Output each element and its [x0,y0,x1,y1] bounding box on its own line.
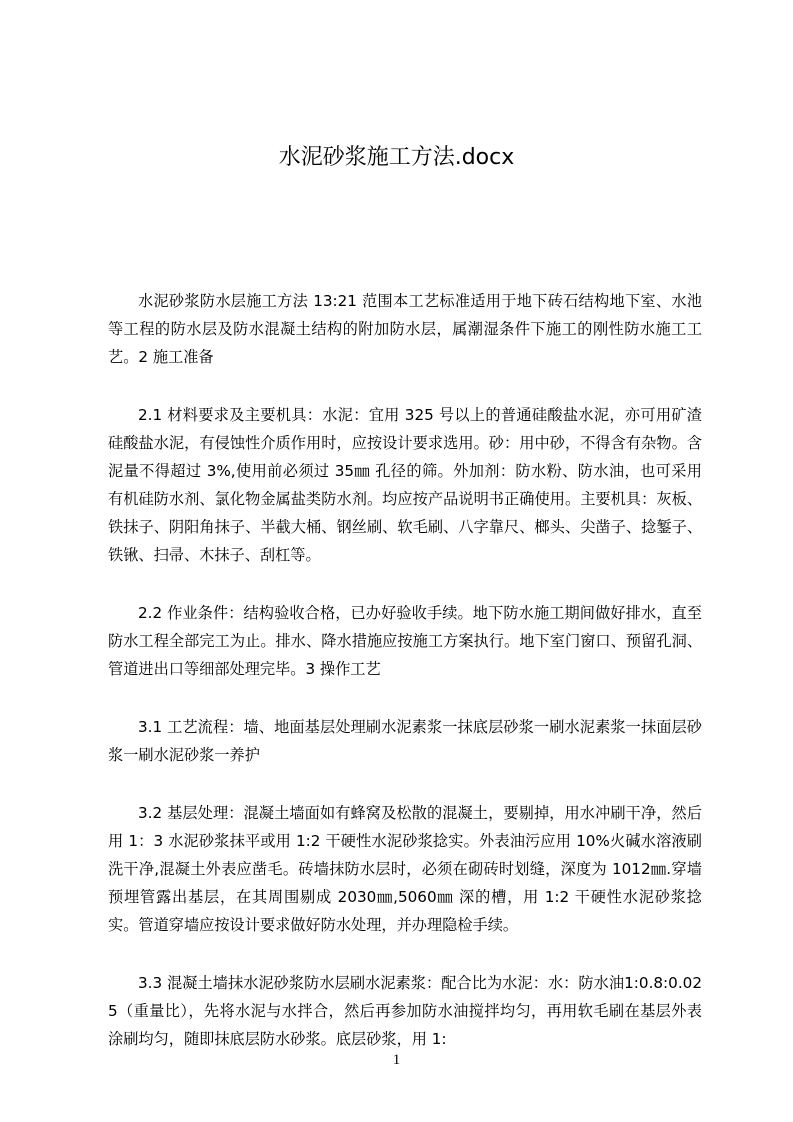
paragraph-materials: 2.1 材料要求及主要机具：水泥：宜用 325 号以上的普通硅酸盐水泥，亦可用矿渣硅酸盐水泥，有侵蚀性介质作用时，应按设计要求选用。砂：用中砂，不得含有杂物。含泥量不得超过 3%,使用前必须过 35㎜ 孔径的筛。外加剂：防水粉、防水油，也可采用有机硅防水剂、氯化物金属盐类防水剂。均应按产品说明书正确使用。主要机具：灰板、铁抹子、阴阳角抹子、半截大桶、钢丝刷、软毛刷、八字靠尺、榔头、尖凿子、捻錾子、铁锹、扫帚、木抹子、刮杠等。 [108,406,702,564]
paragraph-scope: 水泥砂浆防水层施工方法 13:21 范围本工艺标准适用于地下砖石结构地下室、水池等工程的防水层及防水混凝土结构的附加防水层，属潮湿条件下施工的刚性防水施工工艺。2 施工准备 [108,292,702,366]
paragraph-base-treatment: 3.2 基层处理：混凝土墙面如有蜂窝及松散的混凝土，要剔掉，用水冲刷干净，然后用 1：3 水泥砂浆抹平或用 1:2 干硬性水泥砂浆捻实。外表油污应用 10%火碱水溶液刷洗干净,混凝土外表应凿毛。砖墙抹防水层时，必须在砌砖时划缝，深度为 1012㎜.穿墙预埋管露出基层，在其周围剔成 2030㎜,5060㎜ 深的槽，用 1:2 干硬性水泥砂浆捻实。管道穿墙应按设计要求做好防水处理，并办理隐检手续。 [108,804,702,934]
page-number: 1 [392,1052,401,1068]
document-title: 水泥砂浆施工方法.docx [278,145,515,170]
paragraph-process-flow: 3.1 工艺流程：墙、地面基层处理刷水泥素浆一抹底层砂浆一刷水泥素浆一抹面层砂浆一刷水泥砂浆一养护 [108,718,702,764]
document-body [108,287,702,1083]
paragraph-concrete-wall: 3.3 混凝土墙抹水泥砂浆防水层刷水泥素浆：配合比为水泥：水：防水油1:0.8:0.025（重量比），先将水泥与水拌合，然后再参加防水油搅拌均匀，再用软毛刷在基层外表涂刷均匀，随即抹底层防水砂浆。底层砂浆，用 1: [108,974,702,1048]
paragraph-conditions: 2.2 作业条件：结构验收合格，已办好验收手续。地下防水施工期间做好排水，直至防水工程全部完工为止。排水、降水措施应按施工方案执行。地下室门窗口、预留孔洞、管道进出口等细部处理完毕。3 操作工艺 [108,604,702,678]
